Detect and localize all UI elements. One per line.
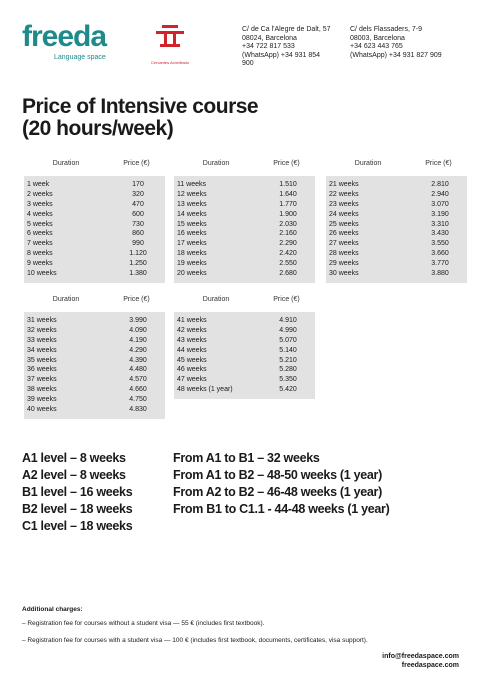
table-header: [24, 296, 165, 312]
price-cell: 4.290: [129, 346, 147, 354]
table-header: [24, 160, 165, 176]
table-header: [174, 296, 315, 312]
price-cell: 2.420: [279, 250, 297, 258]
address-block-2: [350, 26, 460, 60]
duration-cell: 6 weeks: [27, 230, 53, 238]
duration-cell: 7 weeks: [27, 240, 53, 248]
price-cell: 4.910: [279, 317, 297, 324]
additional-charges-title: Additional charges:: [22, 606, 83, 613]
cervantes-label: Cervantes Acreditado: [150, 60, 190, 65]
duration-cell: 13 weeks: [177, 200, 207, 208]
price-cell: 3.990: [129, 317, 147, 324]
duration-cell: 31 weeks: [27, 317, 57, 324]
price-cell: 2.940: [431, 190, 449, 198]
price-cell: 5.070: [279, 336, 297, 344]
page-title: [22, 96, 258, 140]
price-cell: 4.480: [129, 366, 147, 374]
duration-cell: 16 weeks: [177, 230, 207, 238]
phone-line: +34 623 443 765: [350, 43, 403, 51]
price-header: Price (€): [123, 160, 150, 167]
whatsapp-line: 900: [242, 60, 254, 68]
duration-cell: 44 weeks: [177, 346, 207, 354]
duration-cell: 40 weeks: [27, 406, 57, 414]
duration-cell: 34 weeks: [27, 346, 57, 354]
price-table-3: [326, 160, 467, 283]
level-item: A2 level – 8 weeks: [22, 468, 126, 482]
address-block-1: [242, 26, 342, 69]
duration-header: Duration: [52, 296, 80, 303]
price-column: [261, 180, 315, 279]
price-header: Price (€): [273, 296, 300, 303]
price-cell: 470: [132, 200, 144, 208]
price-column: [111, 316, 165, 415]
duration-cell: 22 weeks: [329, 190, 359, 198]
duration-cell: 41 weeks: [177, 317, 207, 324]
price-cell: 3.430: [431, 230, 449, 238]
price-cell: 3.770: [431, 260, 449, 268]
progression-item: From A1 to B2 – 48-50 weeks (1 year): [173, 468, 382, 482]
price-cell: 730: [132, 220, 144, 228]
price-column: [111, 180, 165, 279]
title-line: Price of Intensive course: [22, 95, 259, 118]
price-cell: 3.880: [431, 270, 449, 278]
price-cell: 5.280: [279, 366, 297, 374]
cervantes-emblem-icon: [150, 23, 190, 55]
duration-cell: 21 weeks: [329, 181, 359, 188]
price-cell: 170: [132, 181, 144, 188]
price-cell: 1.510: [279, 181, 297, 188]
duration-cell: 20 weeks: [177, 270, 207, 278]
price-cell: 3.070: [431, 200, 449, 208]
price-column: [261, 316, 315, 395]
progression-item: From A2 to B2 – 46-48 weeks (1 year): [173, 485, 382, 499]
duration-cell: 43 weeks: [177, 336, 207, 344]
price-cell: 1.250: [129, 260, 147, 268]
table-body: [24, 312, 165, 419]
price-cell: 860: [132, 230, 144, 238]
duration-cell: 9 weeks: [27, 260, 53, 268]
price-cell: 1.900: [279, 210, 297, 218]
duration-cell: 17 weeks: [177, 240, 207, 248]
price-header: Price (€): [123, 296, 150, 303]
price-cell: 5.210: [279, 356, 297, 364]
price-header: Price (€): [273, 160, 300, 167]
duration-cell: 39 weeks: [27, 396, 57, 404]
price-cell: 2.680: [279, 270, 297, 278]
level-item: B1 level – 16 weeks: [22, 485, 133, 499]
duration-cell: 29 weeks: [329, 260, 359, 268]
level-item: A1 level – 8 weeks: [22, 451, 126, 465]
duration-cell: 28 weeks: [329, 250, 359, 258]
price-cell: 4.990: [279, 326, 297, 334]
duration-cell: 23 weeks: [329, 200, 359, 208]
duration-column: [24, 316, 111, 415]
duration-cell: 37 weeks: [27, 376, 57, 384]
duration-cell: 19 weeks: [177, 260, 207, 268]
table-header: [326, 160, 467, 176]
price-table-2: [174, 160, 315, 283]
duration-cell: 15 weeks: [177, 220, 207, 228]
duration-cell: 36 weeks: [27, 366, 57, 374]
price-column: [413, 180, 467, 279]
table-header: [174, 160, 315, 176]
duration-cell: 25 weeks: [329, 220, 359, 228]
logo-wordmark: freeda: [22, 20, 107, 53]
contact-website[interactable]: freedaspace.com: [401, 662, 459, 669]
duration-cell: 42 weeks: [177, 326, 207, 334]
duration-cell: 11 weeks: [177, 181, 207, 188]
fee-no-visa: – Registration fee for courses without a student visa — 55 € (includes first textbook).: [22, 620, 265, 627]
freeda-logo: [22, 22, 132, 64]
duration-cell: 26 weeks: [329, 230, 359, 238]
duration-column: [24, 180, 111, 279]
price-cell: 4.570: [129, 376, 147, 384]
price-cell: 4.090: [129, 326, 147, 334]
duration-cell: 30 weeks: [329, 270, 359, 278]
price-cell: 600: [132, 210, 144, 218]
price-header: Price (€): [425, 160, 452, 167]
duration-header: Duration: [202, 296, 230, 303]
level-progressions: [173, 450, 389, 518]
whatsapp-line: (WhatsApp) +34 931 854: [242, 51, 321, 59]
table-body: [326, 176, 467, 283]
phone-line: +34 722 817 533: [242, 43, 295, 51]
price-cell: 3.550: [431, 240, 449, 248]
duration-cell: 27 weeks: [329, 240, 359, 248]
duration-cell: 10 weeks: [27, 270, 57, 278]
duration-cell: 14 weeks: [177, 210, 207, 218]
progression-item: From B1 to C1.1 - 44-48 weeks (1 year): [173, 502, 390, 516]
price-cell: 2.030: [279, 220, 297, 228]
price-cell: 2.290: [279, 240, 297, 248]
price-cell: 3.310: [431, 220, 449, 228]
fee-with-visa: – Registration fee for courses with a student visa — 100 € (includes first textbook, documents, certificates, visa support).: [22, 637, 368, 644]
price-cell: 4.830: [129, 406, 147, 414]
price-cell: 2.550: [279, 260, 297, 268]
duration-header: Duration: [52, 160, 80, 167]
duration-cell: 33 weeks: [27, 336, 57, 344]
duration-cell: 38 weeks: [27, 386, 57, 394]
price-cell: 1.120: [129, 250, 147, 258]
duration-column: [174, 316, 261, 395]
price-cell: 3.190: [431, 210, 449, 218]
duration-column: [326, 180, 413, 279]
duration-cell: 3 weeks: [27, 200, 53, 208]
duration-cell: 46 weeks: [177, 366, 207, 374]
table-body: [174, 176, 315, 283]
duration-cell: 47 weeks: [177, 376, 207, 384]
title-line: (20 hours/week): [22, 117, 174, 140]
progression-item: From A1 to B1 – 32 weeks: [173, 451, 320, 465]
price-cell: 4.750: [129, 396, 147, 404]
address-line: C/ de Ca l'Alegre de Dalt, 57: [242, 26, 331, 33]
price-cell: 3.660: [431, 250, 449, 258]
price-cell: 1.380: [129, 270, 147, 278]
duration-cell: 5 weeks: [27, 220, 53, 228]
duration-cell: 48 weeks (1 year): [177, 386, 233, 394]
address-line: C/ dels Flassaders, 7-9: [350, 26, 422, 33]
duration-header: Duration: [354, 160, 382, 167]
table-body: [24, 176, 165, 283]
address-line: 08024, Barcelona: [242, 34, 297, 42]
duration-column: [174, 180, 261, 279]
price-cell: 1.770: [279, 200, 297, 208]
table-body: [174, 312, 315, 399]
price-table-5: [174, 296, 315, 399]
level-item: B2 level – 18 weeks: [22, 502, 133, 516]
price-cell: 990: [132, 240, 144, 248]
duration-cell: 12 weeks: [177, 190, 207, 198]
price-cell: 4.190: [129, 336, 147, 344]
duration-cell: 35 weeks: [27, 356, 57, 364]
duration-cell: 45 weeks: [177, 356, 207, 364]
duration-cell: 24 weeks: [329, 210, 359, 218]
duration-cell: 32 weeks: [27, 326, 57, 334]
contact-block: [382, 652, 459, 670]
price-cell: 1.640: [279, 190, 297, 198]
price-cell: 5.140: [279, 346, 297, 354]
duration-header: Duration: [202, 160, 230, 167]
cervantes-logo: [150, 23, 190, 63]
level-item: C1 level – 18 weeks: [22, 519, 133, 533]
price-cell: 320: [132, 190, 144, 198]
contact-email[interactable]: info@freedaspace.com: [382, 653, 459, 660]
duration-cell: 2 weeks: [27, 190, 53, 198]
price-cell: 2.160: [279, 230, 297, 238]
price-cell: 4.390: [129, 356, 147, 364]
price-table-4: [24, 296, 165, 419]
duration-cell: 18 weeks: [177, 250, 207, 258]
price-cell: 2.810: [431, 181, 449, 188]
logo-subtitle: Language space: [54, 54, 106, 61]
duration-cell: 8 weeks: [27, 250, 53, 258]
price-cell: 5.350: [279, 376, 297, 384]
level-durations: [22, 450, 132, 535]
duration-cell: 1 week: [27, 181, 50, 188]
price-cell: 4.660: [129, 386, 147, 394]
price-cell: 5.420: [279, 386, 297, 394]
address-line: 08003, Barcelona: [350, 34, 405, 42]
duration-cell: 4 weeks: [27, 210, 53, 218]
whatsapp-line: (WhatsApp) +34 931 827 909: [350, 51, 442, 59]
price-table-1: [24, 160, 165, 283]
